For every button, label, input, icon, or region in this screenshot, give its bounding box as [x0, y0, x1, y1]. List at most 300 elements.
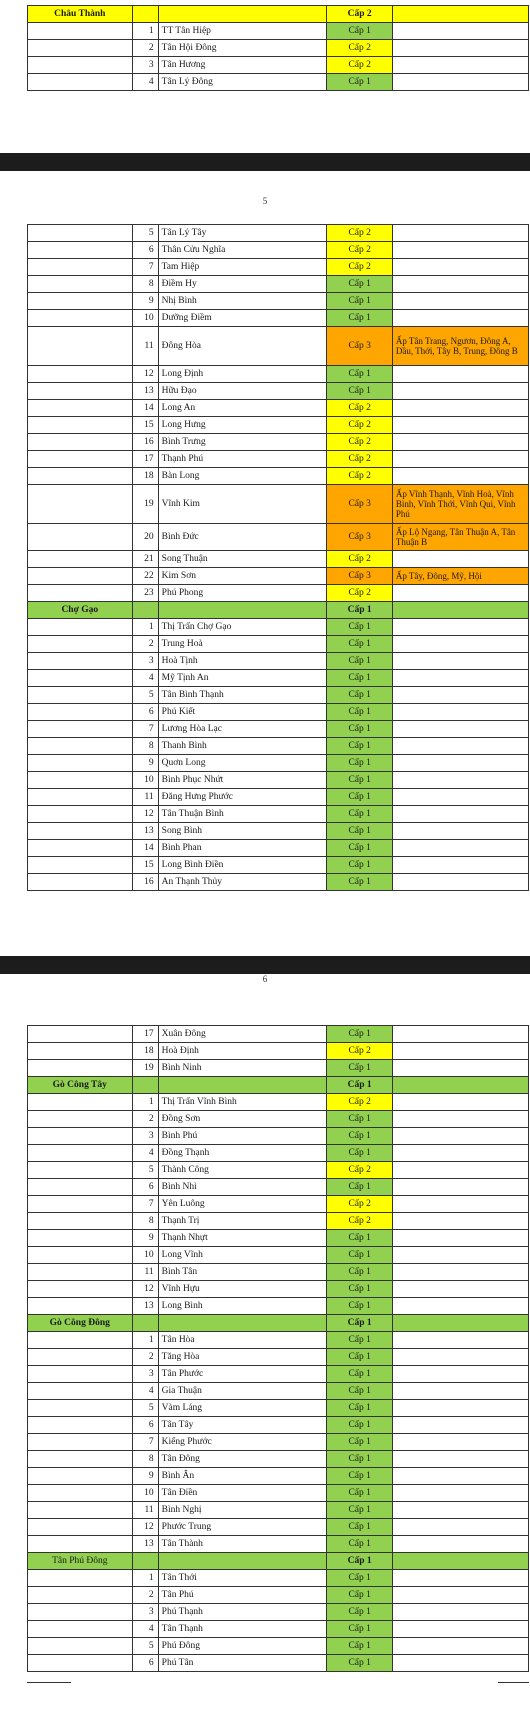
village-cell [158, 602, 327, 619]
note-cell [392, 823, 528, 840]
village-name: Long Hưng [158, 417, 327, 434]
blank-cell [28, 1604, 133, 1621]
note-cell [392, 1553, 528, 1570]
village-name: Phước Trung [158, 1519, 327, 1536]
note-cell [392, 602, 528, 619]
index-cell: 6 [132, 1417, 158, 1434]
index-cell: 1 [132, 1332, 158, 1349]
note-cell [392, 1349, 528, 1366]
village-name: Long An [158, 400, 327, 417]
blank-cell [28, 874, 133, 891]
blank-cell [28, 551, 133, 568]
index-cell [132, 602, 158, 619]
village-name: Bình Trưng [158, 434, 327, 451]
level-cell: Cấp 1 [327, 1349, 392, 1366]
note-cell [392, 74, 528, 91]
index-cell: 18 [132, 468, 158, 485]
index-cell: 4 [132, 1383, 158, 1400]
note-cell [392, 1604, 528, 1621]
level-cell: Cấp 1 [327, 874, 392, 891]
level-cell: Cấp 2 [327, 259, 392, 276]
village-name: Long Bình [158, 1298, 327, 1315]
table-row [28, 1417, 529, 1434]
village-name: Gia Thuận [158, 1383, 327, 1400]
note-cell [392, 772, 528, 789]
level-cell: Cấp 1 [327, 1145, 392, 1162]
blank-cell [28, 1451, 133, 1468]
village-name: Thanh Bình [158, 738, 327, 755]
index-cell: 5 [132, 1162, 158, 1179]
level-cell: Cấp 1 [327, 383, 392, 400]
blank-cell [28, 585, 133, 602]
village-name: TT Tân Hiệp [158, 23, 327, 40]
level-cell: Cấp 3 [327, 327, 392, 366]
table-row [28, 704, 529, 721]
level-cell: Cấp 1 [327, 293, 392, 310]
index-cell: 9 [132, 755, 158, 772]
blank-cell [28, 1264, 133, 1281]
note-cell [392, 293, 528, 310]
blank-cell [28, 1332, 133, 1349]
blank-cell [28, 1349, 133, 1366]
village-name: Kim Sơn [158, 568, 327, 585]
table-row [28, 74, 529, 91]
village-name: Lương Hòa Lạc [158, 721, 327, 738]
level-cell: Cấp 1 [327, 366, 392, 383]
village-name: Điềm Hy [158, 276, 327, 293]
note-cell [392, 1519, 528, 1536]
blank-cell [28, 1587, 133, 1604]
village-name: Thân Cửu Nghĩa [158, 242, 327, 259]
blank-cell [28, 1128, 133, 1145]
blank-cell [28, 1570, 133, 1587]
village-name: Bình Phan [158, 840, 327, 857]
note-cell [392, 1043, 528, 1060]
village-name: Hữu Đạo [158, 383, 327, 400]
index-cell [132, 1315, 158, 1332]
note-cell [392, 1315, 528, 1332]
level-cell: Cấp 2 [327, 1043, 392, 1060]
village-name: Nhị Bình [158, 293, 327, 310]
blank-cell [28, 1298, 133, 1315]
note-cell [392, 806, 528, 823]
district-name: Gò Công Đông [28, 1315, 133, 1332]
level-cell: Cấp 1 [327, 1281, 392, 1298]
village-name: An Thạnh Thủy [158, 874, 327, 891]
index-cell: 11 [132, 789, 158, 806]
note-cell [392, 789, 528, 806]
note-cell [392, 1451, 528, 1468]
index-cell: 7 [132, 721, 158, 738]
index-cell: 16 [132, 434, 158, 451]
level-cell: Cấp 1 [327, 636, 392, 653]
blank-cell [28, 704, 133, 721]
note-cell [392, 1485, 528, 1502]
village-name: Bình Phục Nhứt [158, 772, 327, 789]
level-cell: Cấp 1 [327, 1179, 392, 1196]
district-name: Châu Thành [28, 6, 133, 23]
village-name: Kiểng Phước [158, 1434, 327, 1451]
table-row [28, 1128, 529, 1145]
table-row [28, 1655, 529, 1672]
level-cell: Cấp 2 [327, 57, 392, 74]
index-cell: 2 [132, 1587, 158, 1604]
table-row [28, 551, 529, 568]
table-row [28, 772, 529, 789]
village-name: Tân Thới [158, 1570, 327, 1587]
village-name: Đăng Hưng Phước [158, 789, 327, 806]
blank-cell [28, 1281, 133, 1298]
level-cell: Cấp 1 [327, 619, 392, 636]
village-name: Bình Đức [158, 524, 327, 551]
index-cell: 15 [132, 857, 158, 874]
index-cell: 6 [132, 704, 158, 721]
index-cell: 17 [132, 451, 158, 468]
blank-cell [28, 1638, 133, 1655]
village-name: Đông Hòa [158, 327, 327, 366]
village-name: Mỹ Tịnh An [158, 670, 327, 687]
note-cell [392, 840, 528, 857]
village-name: Bình Tân [158, 1264, 327, 1281]
table-row [28, 1451, 529, 1468]
table-row [28, 1196, 529, 1213]
note-cell [392, 1213, 528, 1230]
village-name: Quơn Long [158, 755, 327, 772]
note-cell [392, 1434, 528, 1451]
index-cell: 6 [132, 1655, 158, 1672]
note-cell [392, 1400, 528, 1417]
level-cell: Cấp 1 [327, 857, 392, 874]
index-cell: 3 [132, 653, 158, 670]
note-cell [392, 687, 528, 704]
table-row [28, 1349, 529, 1366]
blank-cell [28, 1502, 133, 1519]
blank-cell [28, 1060, 133, 1077]
level-cell: Cấp 1 [327, 1264, 392, 1281]
table-row [28, 1519, 529, 1536]
note-cell [392, 366, 528, 383]
index-cell: 2 [132, 1349, 158, 1366]
table-row [28, 383, 529, 400]
village-name: Tân Điền [158, 1485, 327, 1502]
village-name: Xuân Đông [158, 1026, 327, 1043]
village-name: Song Bình [158, 823, 327, 840]
index-cell: 1 [132, 1570, 158, 1587]
blank-cell [28, 670, 133, 687]
blank-cell [28, 1213, 133, 1230]
level-cell: Cấp 1 [327, 687, 392, 704]
note-cell [392, 1587, 528, 1604]
note-cell [392, 1179, 528, 1196]
level-cell: Cấp 1 [327, 1502, 392, 1519]
level-cell: Cấp 1 [327, 1468, 392, 1485]
level-cell: Cấp 2 [327, 551, 392, 568]
table-row [28, 417, 529, 434]
index-cell: 11 [132, 1502, 158, 1519]
table-row [28, 468, 529, 485]
level-cell: Cấp 1 [327, 23, 392, 40]
level-cell: Cấp 3 [327, 524, 392, 551]
blank-cell [28, 619, 133, 636]
blank-cell [28, 40, 133, 57]
table-row [28, 434, 529, 451]
table-row [28, 1502, 529, 1519]
district-header-row [28, 602, 529, 619]
table-row [28, 1621, 529, 1638]
note-cell [392, 670, 528, 687]
blank-cell [28, 57, 133, 74]
index-cell: 12 [132, 366, 158, 383]
note-cell [392, 619, 528, 636]
note-cell [392, 704, 528, 721]
blank-cell [28, 400, 133, 417]
level-cell: Cấp 1 [327, 840, 392, 857]
index-cell: 11 [132, 1264, 158, 1281]
index-cell: 5 [132, 687, 158, 704]
district-table [27, 224, 529, 891]
table-row [28, 568, 529, 585]
table-row [28, 1587, 529, 1604]
note-cell [392, 1570, 528, 1587]
note-cell [392, 434, 528, 451]
index-cell: 12 [132, 806, 158, 823]
district-name: Chợ Gạo [28, 602, 133, 619]
index-cell: 13 [132, 1536, 158, 1553]
level-cell: Cấp 1 [327, 1332, 392, 1349]
blank-cell [28, 276, 133, 293]
table-row [28, 1111, 529, 1128]
level-cell: Cấp 1 [327, 1587, 392, 1604]
page-separator [0, 153, 530, 171]
level-cell: Cấp 1 [327, 772, 392, 789]
level-cell: Cấp 1 [327, 1451, 392, 1468]
level-cell: Cấp 1 [327, 1638, 392, 1655]
blank-cell [28, 383, 133, 400]
note-cell [392, 1060, 528, 1077]
table-row [28, 823, 529, 840]
level-cell: Cấp 1 [327, 806, 392, 823]
table-row [28, 40, 529, 57]
index-cell: 8 [132, 738, 158, 755]
index-cell: 7 [132, 1196, 158, 1213]
blank-cell [28, 225, 133, 242]
district-header-row [28, 1553, 529, 1570]
blank-cell [28, 417, 133, 434]
level-cell: Cấp 1 [327, 1553, 392, 1570]
note-cell [392, 636, 528, 653]
village-name: Tân Thành [158, 1536, 327, 1553]
level-cell: Cấp 1 [327, 1604, 392, 1621]
level-cell: Cấp 1 [327, 1077, 392, 1094]
blank-cell [28, 806, 133, 823]
table-row [28, 874, 529, 891]
village-name: Phú Đông [158, 1638, 327, 1655]
blank-cell [28, 1026, 133, 1043]
blank-cell [28, 1196, 133, 1213]
table-row [28, 524, 529, 551]
note-cell [392, 1026, 528, 1043]
blank-cell [28, 1417, 133, 1434]
level-cell: Cấp 1 [327, 1026, 392, 1043]
table-row [28, 1485, 529, 1502]
note-cell [392, 6, 528, 23]
village-name: Bình Ninh [158, 1060, 327, 1077]
blank-cell [28, 1383, 133, 1400]
index-cell: 11 [132, 327, 158, 366]
table-row [28, 806, 529, 823]
level-cell: Cấp 1 [327, 1434, 392, 1451]
table-row [28, 1366, 529, 1383]
blank-cell [28, 293, 133, 310]
village-name: Thạnh Nhựt [158, 1230, 327, 1247]
note-cell [392, 1417, 528, 1434]
village-name: Tân Hội Đông [158, 40, 327, 57]
blank-cell [28, 1094, 133, 1111]
note-cell [392, 1502, 528, 1519]
index-cell: 13 [132, 823, 158, 840]
blank-cell [28, 687, 133, 704]
village-name: Đồng Sơn [158, 1111, 327, 1128]
blank-cell [28, 755, 133, 772]
table-row [28, 857, 529, 874]
index-cell: 20 [132, 524, 158, 551]
note-cell [392, 1366, 528, 1383]
index-cell: 5 [132, 1400, 158, 1417]
index-cell: 17 [132, 1026, 158, 1043]
village-name: Dưỡng Điềm [158, 310, 327, 327]
blank-cell [28, 1468, 133, 1485]
village-name: Vĩnh Kim [158, 485, 327, 524]
index-cell: 21 [132, 551, 158, 568]
table-row [28, 1332, 529, 1349]
village-name: Yên Luông [158, 1196, 327, 1213]
table-row [28, 1060, 529, 1077]
table-row [28, 1026, 529, 1043]
blank-cell [28, 74, 133, 91]
table-row [28, 738, 529, 755]
level-cell: Cấp 1 [327, 1383, 392, 1400]
village-name: Tân Lý Đông [158, 74, 327, 91]
village-name: Đồng Thạnh [158, 1145, 327, 1162]
blank-cell [28, 1230, 133, 1247]
index-cell: 8 [132, 276, 158, 293]
table-row [28, 259, 529, 276]
index-cell: 8 [132, 1451, 158, 1468]
page-number: 6 [262, 974, 268, 984]
level-cell: Cấp 1 [327, 276, 392, 293]
note-cell [392, 40, 528, 57]
note-cell [392, 57, 528, 74]
table-row [28, 1400, 529, 1417]
table-row [28, 293, 529, 310]
table-row [28, 225, 529, 242]
index-cell: 9 [132, 1230, 158, 1247]
index-cell: 3 [132, 1366, 158, 1383]
note-cell [392, 857, 528, 874]
level-cell: Cấp 1 [327, 755, 392, 772]
blank-cell [28, 1434, 133, 1451]
village-name: Bình Phú [158, 1128, 327, 1145]
village-name: Thạnh Trị [158, 1213, 327, 1230]
level-cell: Cấp 1 [327, 1621, 392, 1638]
note-cell [392, 755, 528, 772]
level-cell: Cấp 1 [327, 1519, 392, 1536]
level-cell: Cấp 1 [327, 1128, 392, 1145]
village-name: Bình Ân [158, 1468, 327, 1485]
note-cell [392, 1383, 528, 1400]
index-cell [132, 1553, 158, 1570]
note-cell [392, 383, 528, 400]
note-cell [392, 1655, 528, 1672]
note-cell [392, 1264, 528, 1281]
note-cell [392, 1298, 528, 1315]
note-cell [392, 400, 528, 417]
level-cell: Cấp 1 [327, 789, 392, 806]
village-name: Long Vĩnh [158, 1247, 327, 1264]
index-cell: 4 [132, 670, 158, 687]
village-name: Tam Hiệp [158, 259, 327, 276]
table-row [28, 721, 529, 738]
village-name: Thạnh Phú [158, 451, 327, 468]
village-name: Tân Đông [158, 1451, 327, 1468]
table-row [28, 687, 529, 704]
note-cell [392, 1638, 528, 1655]
index-cell: 4 [132, 1145, 158, 1162]
table-row [28, 23, 529, 40]
note-cell [392, 1145, 528, 1162]
table-row [28, 619, 529, 636]
page-separator [0, 956, 530, 974]
village-name: Phú Tân [158, 1655, 327, 1672]
table-row [28, 1162, 529, 1179]
index-cell: 22 [132, 568, 158, 585]
note-cell [392, 451, 528, 468]
village-cell [158, 6, 327, 23]
blank-cell [28, 1111, 133, 1128]
note-cell [392, 721, 528, 738]
table-end-line-left [27, 1682, 71, 1683]
blank-cell [28, 823, 133, 840]
level-cell: Cấp 2 [327, 1162, 392, 1179]
level-cell: Cấp 1 [327, 74, 392, 91]
level-cell: Cấp 2 [327, 225, 392, 242]
index-cell: 2 [132, 636, 158, 653]
note-cell [392, 276, 528, 293]
level-cell: Cấp 1 [327, 1417, 392, 1434]
blank-cell [28, 857, 133, 874]
table-row [28, 789, 529, 806]
index-cell: 6 [132, 1179, 158, 1196]
level-cell: Cấp 1 [327, 738, 392, 755]
blank-cell [28, 772, 133, 789]
blank-cell [28, 524, 133, 551]
level-cell: Cấp 2 [327, 585, 392, 602]
blank-cell [28, 451, 133, 468]
level-cell: Cấp 1 [327, 1230, 392, 1247]
district-table [27, 5, 529, 91]
table-row [28, 1638, 529, 1655]
level-cell: Cấp 2 [327, 40, 392, 57]
index-cell: 12 [132, 1281, 158, 1298]
level-cell: Cấp 3 [327, 568, 392, 585]
district-table [27, 1025, 529, 1672]
note-cell [392, 1162, 528, 1179]
blank-cell [28, 310, 133, 327]
level-cell: Cấp 1 [327, 1366, 392, 1383]
level-cell: Cấp 2 [327, 242, 392, 259]
village-name: Tân Hương [158, 57, 327, 74]
level-cell: Cấp 1 [327, 1315, 392, 1332]
